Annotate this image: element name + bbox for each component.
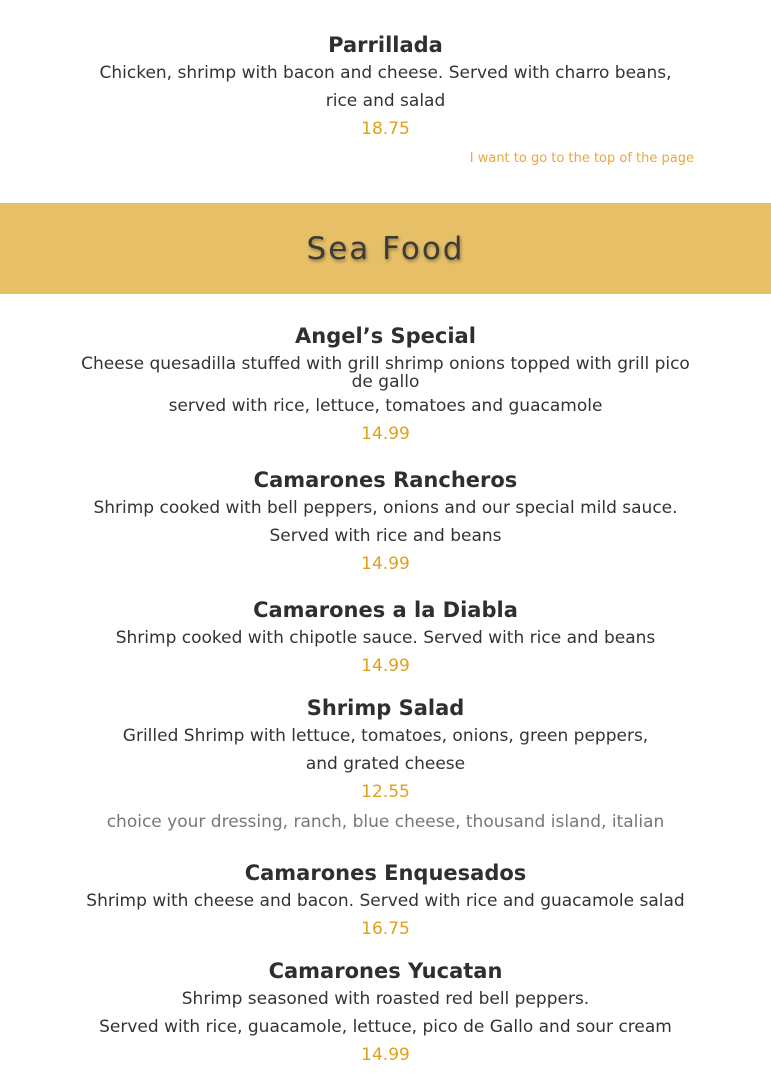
item-price: 14.99 <box>361 1045 410 1065</box>
back-to-top-link[interactable]: I want to go to the top of the page <box>469 151 694 166</box>
item-price: 18.75 <box>361 119 410 139</box>
menu-item <box>0 694 771 836</box>
menu-item <box>0 596 771 680</box>
item-description: Grilled Shrimp with lettuce, tomatoes, onions, green peppers, <box>122 726 649 746</box>
menu-item <box>0 31 771 143</box>
item-name: Camarones a la Diabla <box>253 598 518 622</box>
item-description: Shrimp cooked with chipotle sauce. Served with rice and beans <box>115 628 656 648</box>
item-note: choice your dressing, ranch, blue cheese, thousand island, italian <box>106 812 665 832</box>
menu-item <box>0 322 771 448</box>
section-title: Sea Food <box>306 230 465 267</box>
item-name: Camarones Rancheros <box>253 468 518 492</box>
section-banner <box>0 203 771 294</box>
item-name: Camarones Enquesados <box>244 861 527 885</box>
menu-item <box>0 466 771 578</box>
item-price: 16.75 <box>361 919 410 939</box>
item-description: Served with rice, guacamole, lettuce, pico de Gallo and sour cream <box>99 1017 672 1037</box>
item-price: 12.55 <box>361 782 410 802</box>
item-description: Shrimp seasoned with roasted red bell peppers. <box>181 989 590 1009</box>
menu-item <box>0 859 771 943</box>
item-name: Angel’s Special <box>295 324 476 348</box>
item-description: rice and salad <box>325 91 446 111</box>
item-description: and grated cheese <box>305 754 466 774</box>
item-description: de gallo <box>351 372 420 392</box>
item-description: served with rice, lettuce, tomatoes and guacamole <box>168 396 603 416</box>
item-description: Served with rice and beans <box>269 526 502 546</box>
item-name: Shrimp Salad <box>306 696 465 720</box>
item-name: Camarones Yucatan <box>268 959 503 983</box>
item-description: Shrimp cooked with bell peppers, onions and our special mild sauce. <box>93 498 678 518</box>
item-price: 14.99 <box>361 424 410 444</box>
item-price: 14.99 <box>361 554 410 574</box>
item-name: Parrillada <box>328 33 443 57</box>
item-description: Shrimp with cheese and bacon. Served with rice and guacamole salad <box>86 891 685 911</box>
item-description: Chicken, shrimp with bacon and cheese. Served with charro beans, <box>99 63 672 83</box>
item-price: 14.99 <box>361 656 410 676</box>
item-description: Cheese quesadilla stuffed with grill shrimp onions topped with grill pico <box>81 354 690 374</box>
menu-item <box>0 957 771 1069</box>
